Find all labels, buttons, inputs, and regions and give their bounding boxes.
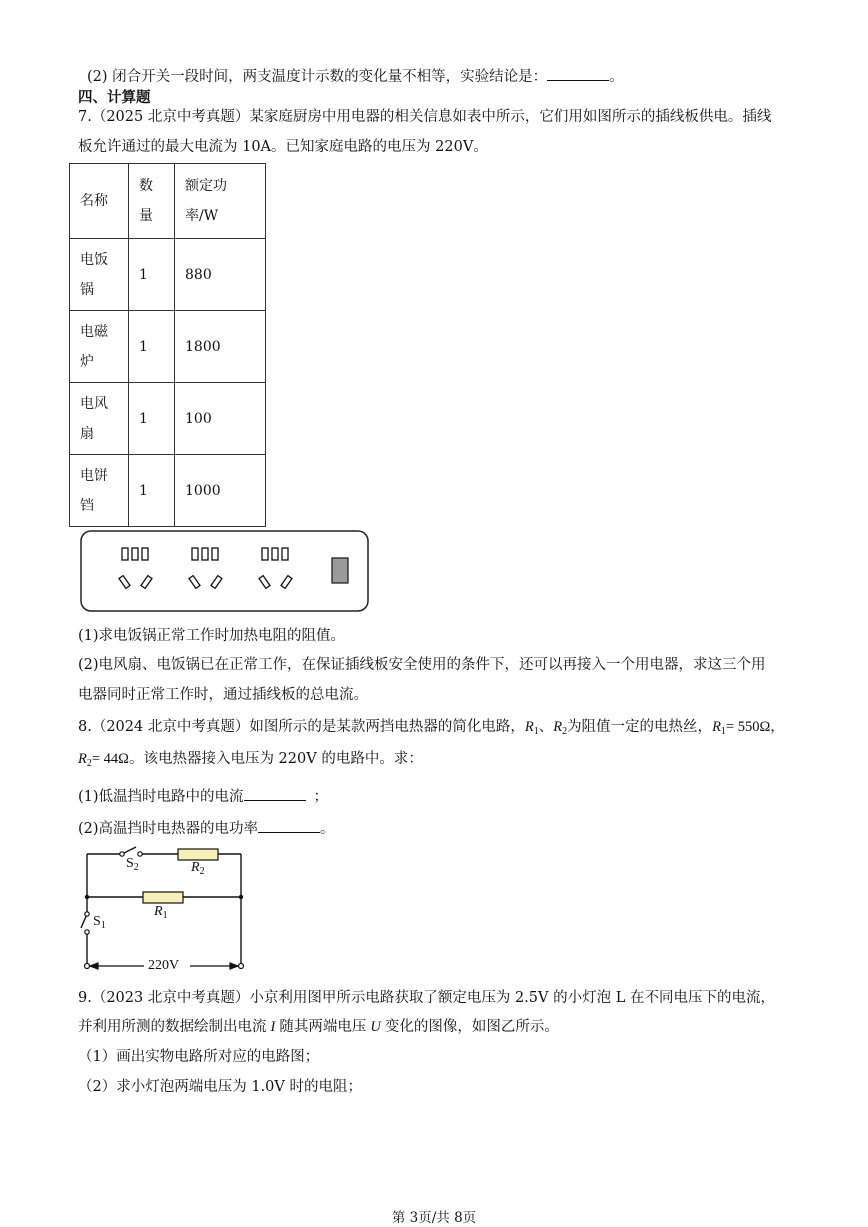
cell-power: 1800 [185,338,221,355]
label-s1 [93,914,106,931]
q8-sub1-text: (1)低温挡时电路中的电流 [78,789,244,805]
q8-sub2-end: 。 [320,821,335,837]
header-count: 数量 [139,178,153,224]
q8-line1-text: 8.（2024 北京中考真题）如图所示的是某款两挡电热器的简化电路， [78,719,525,735]
label-r2 [191,860,205,877]
resistor-r1 [143,892,183,903]
q6-part2-line [87,66,624,87]
cell-name: 电饭锅 [80,251,108,298]
q9-line1: 9.（2023 北京中考真题）小京利用图甲所示电路获取了额定电压为 2.5V 的小灯泡 L 在不同电压下的电流， [78,990,775,1006]
s2-letter: S [126,856,134,871]
table-header-row [70,164,266,239]
cell-count: 1 [139,410,148,427]
answer-blank[interactable] [258,818,320,833]
r1-letter: R [524,719,534,735]
q8-line1 [78,717,785,742]
r1-symbol [525,719,539,735]
circuit-diagram [78,842,258,980]
r2-letter: R [553,719,563,735]
resistor-r2 [178,849,218,860]
q8-sub2-text: (2)高温挡时电热器的电功率 [78,821,259,837]
q8-sub1-end: ； [313,789,329,805]
q9-sub2: （2）求小灯泡两端电压为 1.0V 时的电阻； [78,1079,362,1095]
r1-subscript: 1 [533,726,539,737]
label-voltage: 220V [148,958,180,973]
r2-value: = 44Ω [91,751,129,767]
s1-letter: S [93,914,101,929]
table-row [70,455,266,527]
circuit-r2-subscript: 2 [199,866,205,877]
q8-line2-text: 。该电热器接入电压为 220V 的电路中。求： [128,751,423,767]
r1-subscript: 1 [720,726,726,737]
q6-part2-end: 。 [609,69,624,85]
q9-line2-text-c: 变化的图像，如图乙所示。 [384,1019,559,1035]
q7-sub1: (1)求电饭锅正常工作时加热电阻的阻值。 [78,628,346,644]
q6-part2-text: (2) 闭合开关一段时间，两支温度计示数的变化量不相等，实验结论是： [87,69,548,85]
cell-name: 电风扇 [80,395,108,442]
power-strip-figure [78,528,372,614]
cell-power: 880 [185,266,212,283]
circuit-r1-letter: R [154,904,163,919]
label-r1 [154,904,168,921]
answer-blank[interactable] [547,66,609,81]
table-row [70,239,266,311]
q8-line1-text-b: 为阻值一定的电热丝， [567,719,713,735]
header-name: 名称 [80,193,108,209]
q7-line1: 7.（2025 北京中考真题）某家庭厨房中用电器的相关信息如表中所示，它们用如图所示的插线板供电。插线 [78,109,772,125]
cell-name: 电磁炉 [80,323,108,370]
s1-subscript: 1 [100,920,106,931]
cell-count: 1 [139,266,148,283]
switch-icon [332,558,348,583]
q9-line2 [78,1017,559,1037]
q8-line2 [78,749,423,774]
r1-value: = 550Ω [725,719,771,735]
cell-count: 1 [139,482,148,499]
q7-line2: 板允许通过的最大电流为 10A。已知家庭电路的电压为 220V。 [78,139,488,155]
q8-sub2-line [78,818,335,839]
r2-subscript: 2 [86,758,92,769]
var-u: U [370,1019,381,1035]
comma: ， [770,719,785,735]
answer-blank[interactable] [244,786,306,801]
s2-subscript: 2 [133,862,139,873]
cell-power: 100 [185,410,212,427]
cell-count: 1 [139,338,148,355]
table-row [70,311,266,383]
page-footer: 第 3页/共 8页 [391,1210,477,1226]
q9-sub1: （1）画出实物电路所对应的电路图； [78,1049,320,1065]
section-title: 四、计算题 [78,89,151,106]
cell-power: 1000 [185,482,221,499]
table-row [70,383,266,455]
circuit-r1-subscript: 1 [162,910,168,921]
separator: 、 [538,719,554,735]
r2-letter: R [78,751,87,767]
appliance-table [69,163,266,527]
q7-sub2-line1: (2)电风扇、电饭锅已在正常工作，在保证插线板安全使用的条件下，还可以再接入一个用电器，求这三个用 [78,657,766,673]
q7-sub2-line2: 电器同时正常工作时，通过插线板的总电流。 [78,687,368,703]
r1-letter: R [712,719,721,735]
q8-sub1-line [78,786,328,807]
circuit-r2-letter: R [191,860,200,875]
q9-line2-text-b: 随其两端电压 [279,1019,367,1035]
cell-name: 电饼铛 [80,467,108,514]
q9-line2-text-a: 并利用所测的数据绘制出电流 [78,1019,267,1035]
r1-symbol [712,719,726,735]
r2-subscript: 2 [562,726,568,737]
label-s2 [126,856,139,873]
r2-symbol [553,719,567,735]
r2-symbol [78,751,92,767]
var-i: I [270,1019,276,1035]
header-power: 额定功率/W [185,178,227,224]
